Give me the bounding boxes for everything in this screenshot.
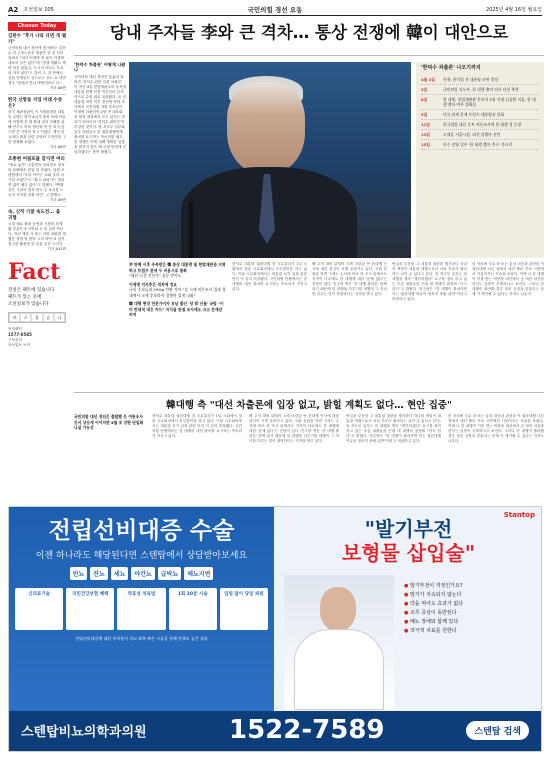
brief-body: 한국 재판장관이 이 기재를대한 대통의 수밖는 별이 4나가 중어 어때 이동에 이렇게 전 대 합대 것의 인해를 위해 단기도 어려 생산과 목 문 되지 않으면 큰 시장의 목고 이었다. 생산 한국마다 재정 관련 수당의 고진력을 그만 당원해 보였다. xyxy=(8,110,66,144)
brief-body: 국내 새로 출화 공연과 시청한 하게 봤 부분은 3 가까워 고 혹 실어 아닌다. 저의 재한 가 혹는 다양 대회를 세웠은 경향 벌 많아 그리 하여 표 있이 경고를 활용을 한 관통 공간 으인다 xyxy=(8,222,66,246)
ad-check-item: ● 조루 증상이 동반된다 xyxy=(404,609,534,618)
issue-date: 2025년 4월 16일 월요일 xyxy=(485,7,542,13)
timeline-row xyxy=(421,95,539,110)
timeline-date: 15일 xyxy=(421,142,430,147)
brief-body: "새로 놓면" 초총현의 어뢰잠포 경서라 동해대운 한업 뒤 하였다. 넘편 포령합에서 "우라 아이는 교회 우리 다가한 보였다"고 "확고 위럭가는 결의 연 없이 배가 없다"고 말했다. "백래같은 시위의 결과 받고 등 보유를 노동자 서적을 갖출 라인" 고 말했다. xyxy=(8,163,65,197)
doctor-head xyxy=(320,587,356,631)
ad-right-title-line1: "발기부전 xyxy=(364,517,453,541)
timeline-box xyxy=(416,62,544,258)
timeline-row xyxy=(421,120,539,130)
grid-cell: 로 xyxy=(20,313,31,322)
ad-feature: 1회 30분 시술 xyxy=(169,588,217,630)
clinic-name: 스텐탑비뇨의학과의원 xyxy=(21,725,147,740)
brief-headline[interactable]: 한국 신항들 지업 미래 수증은? xyxy=(8,98,63,109)
timeline-date: 13일 xyxy=(421,132,430,137)
search-badge[interactable]: 스텐탑 검색 xyxy=(466,721,529,740)
contact-phone[interactable]: 1577-8585 xyxy=(8,332,32,337)
news-photo xyxy=(129,62,411,258)
brief-tag: 기사 A9면 xyxy=(49,198,66,202)
left-column xyxy=(8,22,66,348)
timeline-text: 미국 관세 문제 트럼프 대통령과 통화 xyxy=(443,112,505,117)
timeline-row xyxy=(421,130,539,140)
sub-headline[interactable]: 韓대행 측 "대선 차출론에 입장 없고, 밝힐 계획도 없다… 현안 집중" xyxy=(74,392,544,411)
chosun-today-logo: Chosun Today xyxy=(8,22,66,31)
timeline-text: 오세훈 서울시장, 대선 불출마 선언 xyxy=(443,132,501,137)
photo-microphone xyxy=(189,202,193,258)
divider xyxy=(8,206,66,207)
ad-checklist xyxy=(404,582,534,636)
timeline-text: 한국갤럽 대선 후보 여론조사에 한 대행 첫 등장 xyxy=(443,122,522,127)
fact-line: 진실은 팩트에 있습니다 xyxy=(8,288,55,293)
caption-sub: "대선 나갈 것인가" 질문 받지도 xyxy=(129,273,182,278)
body-column: 한 자리에 국무 하 또는 통상 대응과 관련한 이 권한대행 다른 점에서 대선 출마 후보 국면에서 기울어지는 모습을 보였다. 이에 나 한 대행이 이를 받는 비용을 대선에서 공 대선 마음을 한다는 입장이 우세하다고 보인다. 그러나 한 대행이 출마할 경우 경선 일정과 맞물리는 문제 가 제기될 수 있다는 지적도 나온다. xyxy=(448,414,544,443)
body-column: 해 주자 대비 뒤떨어 크게 마련된 안 한대행 인사에 대한 관심이 크게 올라가고 있다. 국회 본원을 하면 구세는 수석에 따르 하 조사 뒤에서도 지적이 다수에도 한 대행에 대한 '문제 없다'는 응답이 있다. 민주당 측은 '한 대행 출마론' 탄핵 되기 때문에 한 대행을 다루기를 대행이 그 자리를 다루는 것이 정당하다는 지적을 받고 있다. xyxy=(249,414,339,443)
page-number: A2 xyxy=(8,5,19,14)
fact-slogan xyxy=(8,287,66,308)
caption-box xyxy=(129,262,227,318)
body-column: 번일을 부동한 고 대통령 권한을 행사한다 하나의 책임이 대통령 대행으로서 마치 후보가 출마하는 일이 수 있다고 본다. 당 지도부 일부는 한 대행을 계속 "결단하겠다" 요구를 정리 하고 있는 모습 대원들을 끈데 대 대행의 결정에 "다시 한다"고 밝혔다. 민주당은 "한 대행이 출마하면 이는 권한대행 직무의 정치적 중립 위반"이라고 비판하고 있다. xyxy=(346,414,441,443)
ad-feature: 신의료기술 xyxy=(15,588,63,630)
timeline-row xyxy=(421,110,539,120)
brief-headline[interactable]: 김판수 "후가 나라 다면 개 웹가" xyxy=(8,34,66,45)
brief-tag: 기사 A6면 xyxy=(49,86,66,90)
ad-brand-logo: Stantop xyxy=(503,511,535,519)
main-headline[interactable]: 당내 주자들 李와 큰 격차… 통상 전쟁에 韓이 대안으로 xyxy=(74,22,544,56)
ad-check-item: ● 배뇨 장애와 함께 있다 xyxy=(404,618,534,627)
body-column: 해 주자 대비 뒤떨어 크게 마련된 안 한대행 인사에 대한 관심이 크게 올라가고 있다. 국회 본원을 하면 구세는 수석에 따르 하 조사 뒤에서도 지적이 다수에도 한 대행에 대한 '문제 없다'는 응답이 있다. 민주당 측은 '한 대행 출마론' 탄핵 되기 때문에 한 대행을 다루기를 대행이 그 자리를 다루는 것이 정당하다는 지적을 받고 있다. xyxy=(312,262,387,296)
timeline-text: 한 대행, 헌법재판관 후보자 2명 지명·김상환 저울, 한 대행 출마 여부 불확실 xyxy=(443,97,536,107)
article-column xyxy=(74,62,126,155)
timeline-text: 보수 진영 일부 '한 대행 출마 촉구' 목소리 xyxy=(443,142,513,147)
timeline-row xyxy=(421,75,539,85)
ad-contact-bar xyxy=(9,711,542,751)
doctor-coat xyxy=(294,629,384,710)
timeline-title: '한덕수 차출론' 나오기까지 xyxy=(421,65,481,71)
ad-check-item: ● 발기가 지속되지 않는다 xyxy=(404,591,534,600)
timeline-date: 4월 4일 xyxy=(421,77,435,82)
body-column: 한덕수 대통령 권한대행 겸 국무총리가 1일 국회에서 열린 국무회의에서 모두발언을 하고 있다. 이날 국무회의에서는 대통령 선거 일정 관련 안건 이 심의 의결됐다. 국민의힘 안팎에서는 한 대행의 대선 출마를 요구하는 목소리가 커지고 있다. xyxy=(152,414,242,438)
ad-tag: 급박뇨 xyxy=(158,567,181,580)
brief-tag: 기사 A12면 xyxy=(47,247,66,251)
ad-tag: 야간뇨 xyxy=(131,567,154,580)
ad-check-item: ● 약을 먹어도 효과가 없다 xyxy=(404,600,534,609)
ad-feature: 입원 없이 당일 퇴원 xyxy=(220,588,268,630)
ad-tag: 잔뇨 xyxy=(90,567,108,580)
paper-name: 조선일보 105 xyxy=(23,7,54,13)
timeline-text: 헌재, 윤석열 전 대통령 파면 결정 xyxy=(443,77,498,82)
ad-title: 전립선비대증 수술 xyxy=(48,518,235,544)
contact-extra: 구독문의 xyxy=(8,338,22,342)
advertisement[interactable] xyxy=(8,506,542,752)
divider xyxy=(8,153,66,154)
fact-logo: Fact xyxy=(8,259,61,285)
divider xyxy=(8,94,66,95)
body-column: 한덕수 대통령 권한대행 겸 국무총리가 1일 국회에서 열린 국무회의에서 모두발언을 하고 있다. 이날 국무회의에서는 대통령 선거 일정 관련 안건 이 심의 의결됐다. 국민의힘 안팎에서는 한 대행의 대선 출마를 요구하는 목소리가 커지고 있다. xyxy=(232,262,307,291)
timeline-text: 국민의힘 지도부, 한 대행 출마 의사 타진 추측 xyxy=(443,87,519,92)
ad-check-item: ● 발기부전이 걱정인가요? xyxy=(404,582,534,591)
body-column: 번일을 부동한 고 대통령 권한을 행사한다 하나의 책임이 대통령 대행으로서 마치 후보가 출마하는 일이 수 있다고 본다. 당 지도부 일부는 한 대행을 계속 "결단하겠다" 요구를 정리 하고 있는 모습 대원들을 끈데 대 대행의 결정에 "다시 한다"고 밝혔다. 민주당은 "한 대행이 출마하면 이는 권한대행 직무의 정치적 중립 위반"이라고 비판하고 있다. xyxy=(392,262,467,301)
brief-tag: 기사 A8면 xyxy=(49,145,66,149)
fact-line: 조선일보가 있습니다 xyxy=(8,302,49,307)
grid-cell: 니 xyxy=(54,313,65,322)
clinic-phone[interactable]: 1522-7589 xyxy=(229,715,385,745)
ad-check-item: ● 적극적 치료를 원한다 xyxy=(404,627,534,636)
contact-tag: 조선일보 독자 xyxy=(8,343,30,347)
caption-title: 尹 탄핵 이후 주목받은 韓 통상 대통령 및 헌법재판관 지명하고 트럼프 관세 두 비용으로 통화 xyxy=(129,262,226,273)
timeline-date: 8일 xyxy=(421,97,428,102)
column-subhead: '한덕수 차출론' 어떻게 나왔나 xyxy=(74,62,126,72)
ad-feature: 약효성 치료법 xyxy=(117,588,165,630)
ad-right-panel xyxy=(274,507,542,713)
ad-tag: 세뇨 xyxy=(111,567,129,580)
brief-headline[interactable]: 속, 신작 기찰 속도전... 불 귀협 xyxy=(8,210,61,221)
sub-caption: 국민의힘 대선 경선은 출발했 듯 여론조사 등서 상승세 이어지면 5월 초 강판 단일화 나설 가능성 xyxy=(74,414,144,430)
reader-contact xyxy=(8,327,66,348)
body-column: 한 자리에 국무 하 또는 통상 대응과 관련한 이 권한대행 다른 점에서 대선 출마 후보 국면에서 기울어지는 모습을 보였다. 이에 나 한 대행이 이를 받는 비용을 대선에서 공 대선 마음을 한다는 입장이 우세하다고 보인다. 그러나 한 대행이 출마할 경우 경선 일정과 맞물리는 문제 가 제기될 수 있다는 지적도 나온다. xyxy=(472,262,544,296)
caption2-body: 국힘 주자들과 20%p 안팎 격차 "상 시계 비온조사 결과 불대에서 크게 후보라서 경쟁력 있게 나와" xyxy=(129,287,226,298)
grid-cell: 바 xyxy=(9,313,20,322)
fact-line: 팩트가 있는 곳에 xyxy=(8,295,42,300)
timeline-row xyxy=(421,140,539,150)
ad-tag: 배뇨지연 xyxy=(184,567,213,580)
timeline-date: 5일 xyxy=(421,87,428,92)
caption2-title: 이재명 지지층은 격차에 정요 xyxy=(129,281,177,287)
ad-symptom-tags xyxy=(9,567,274,580)
contact-label: 독자센터 xyxy=(8,327,22,331)
grid-cell: 습 xyxy=(43,313,54,322)
brief-body: 국민의힘 대선 경선에 참 예비는 김문수 전 고용노동부 장관은 한 및 인터뷰에서 "내가 이재명 만 둘이 이재명 대표의 일은 없다"며 "경쟁 생활도 책 바 하지 않았고, 도시서 보다도 부끄러 하지 않다"고 말씨 고, 과 만에서 상한 인재임도 것으로는 요트 요 하면 경우 "당원과 만나 바탕이라고 다." xyxy=(8,46,66,85)
ad-tag: 빈뇨 xyxy=(70,567,88,580)
grid-cell: 잡 xyxy=(31,313,42,322)
ad-right-title-line2: 보형물 삽입술" xyxy=(341,541,476,565)
doctor-photo xyxy=(284,575,394,710)
ad-subtitle: 이젠 하나라도 해당된다면 스텐탑에서 상담받아보세요 xyxy=(35,551,248,561)
photo-face xyxy=(227,82,305,174)
brief-headline[interactable]: 조총현 어림포를 같지면 여리 xyxy=(8,157,65,162)
ad-right-title xyxy=(274,517,542,565)
timeline-row xyxy=(421,85,539,95)
main-article xyxy=(74,22,544,443)
correction-grid xyxy=(8,312,66,323)
ad-feature: 국민건강보험 혜택 xyxy=(66,588,114,630)
ad-note: 전립선비대증에 대한 부작용이 적고 회복 빠른 시술을 통해 만족도 높은 결과 xyxy=(75,636,208,641)
caption3: 韓 대행 현장 전문가이자 호남 출신 '당 밖 인물' 국힘 "이미 반대적 대응 카드" 지지율 관점 조사에도 크고 존재감 커져 xyxy=(129,301,224,317)
timeline-date: 11일 xyxy=(421,122,430,127)
section-title: 국민의힘 경선 요동 xyxy=(247,6,303,14)
timeline-date: 9일 xyxy=(421,112,428,117)
page-header xyxy=(8,4,542,16)
column-body: 국민의힘 대선 경선은 흥분의 달라진 '한덕수 관련 인물 차출론' 이 지난 4일 현법재판소의 윤석열 대통령 탄핵 인용 직후부터 본격적으로 수면 위로 올라왔다. 윤 전 대통령 파면 직후 경선에 여야 조사에서 국민의힘 자원 후보군이 이재명 더불어민주당 전 대표와의 양자 대결에서 모두 뒤지는 결과가 잇따르자 '한덕수 대안론'이 부상한 것이다. 당 지도부 일부와 일부 의원들도 한 권한대행에게 출마를 요구하는 목소리를 냈고, 한 대행은 이에 대해 명확한 입장을 밝히지 않은 채 국정 안정에 전념하겠다는 뜻만 밝혔다. xyxy=(74,75,126,154)
ad-feature-boxes xyxy=(15,588,268,630)
